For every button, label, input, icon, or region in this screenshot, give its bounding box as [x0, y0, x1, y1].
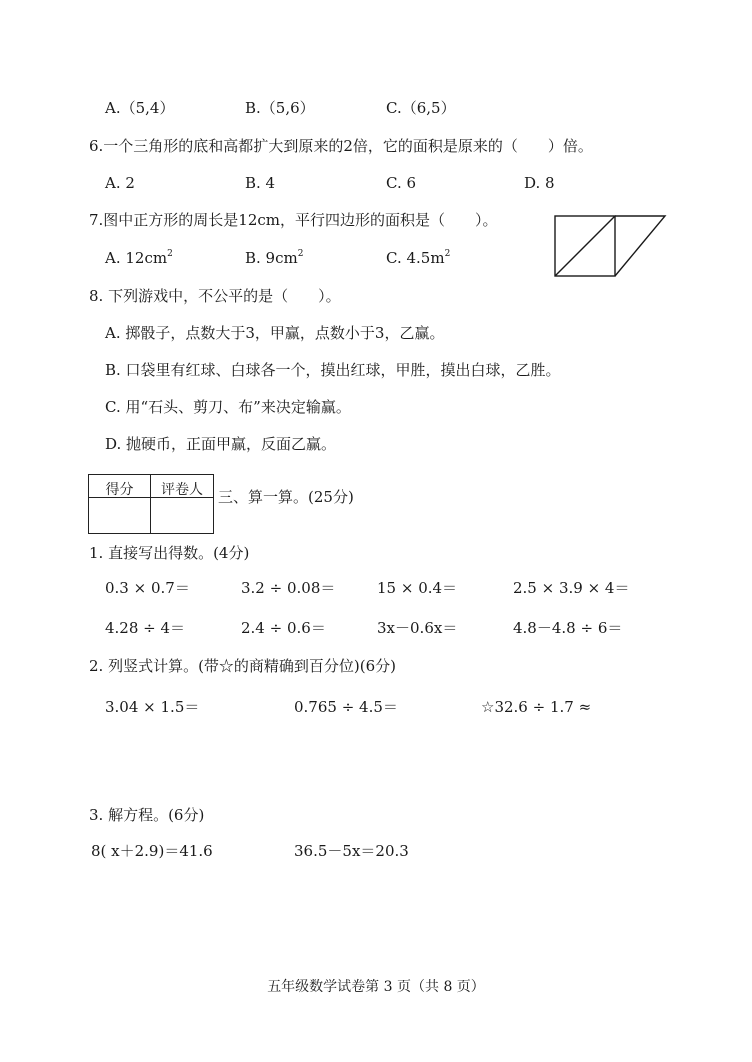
p3-item-2: 36.5－5x＝20.3: [294, 842, 409, 860]
square-diagonal: [555, 216, 615, 276]
q7-option-b: B. $9cm^2$: [245, 249, 304, 267]
q5-option-c: C.（6,5）: [386, 99, 456, 117]
grader-column-label: 评卷人: [161, 482, 203, 498]
q8-option-d: D. 抛硬币，正面甲赢，反面乙赢。: [105, 435, 337, 453]
q8-stem: 8. 下列游戏中，不公平的是（ ）。: [89, 287, 341, 305]
p1-r2-c2: 2.4 ÷ 0.6＝: [241, 619, 326, 637]
square-parallelogram-figure: [553, 214, 667, 278]
parallelogram-edges: [615, 216, 665, 276]
q8-option-a: A. 掷骰子，点数大于3，甲赢，点数小于3，乙赢。: [105, 324, 445, 342]
q7-option-c: C. $4.5m^2$: [386, 249, 451, 267]
q6-option-d: D. 8: [524, 174, 555, 192]
p1-r1-c4: 2.5 × 3.9 × 4＝: [513, 579, 630, 597]
q8-option-b: B. 口袋里有红球、白球各一个，摸出红球，甲胜，摸出白球，乙胜。: [105, 361, 561, 379]
q5-option-a: A.（5,4）: [105, 99, 175, 117]
p1-r2-c1: 4.28 ÷ 4＝: [105, 619, 186, 637]
p2-item-3: ☆32.6 ÷ 1.7 ≈: [481, 698, 592, 716]
p1-title: 1. 直接写出得数。(4分): [89, 544, 250, 562]
score-column-label: 得分: [105, 482, 134, 498]
q7-stem: 7.图中正方形的周长是12cm，平行四边形的面积是（ ）。: [89, 211, 498, 229]
p2-title: 2. 列竖式计算。(带☆的商精确到百分位)(6分): [89, 657, 397, 675]
q6-option-c: C. 6: [386, 174, 417, 192]
q8-option-c: C. 用“石头、剪刀、布”来决定输赢。: [105, 398, 351, 416]
q5-option-b: B.（5,6）: [245, 99, 315, 117]
p1-r1-c1: 0.3 × 0.7＝: [105, 579, 190, 597]
p1-r1-c2: 3.2 ÷ 0.08＝: [241, 579, 336, 597]
p2-item-1: 3.04 × 1.5＝: [105, 698, 200, 716]
p1-r2-c4: 4.8－4.8 ÷ 6＝: [513, 619, 623, 637]
p1-r2-c3: 3x－0.6x＝: [377, 619, 458, 637]
p3-title: 3. 解方程。(6分): [89, 806, 205, 824]
p3-item-1: 8( x＋2.9)＝41.6: [91, 842, 213, 860]
q6-option-b: B. 4: [245, 174, 276, 192]
p2-item-2: 0.765 ÷ 4.5＝: [294, 698, 398, 716]
p1-r1-c3: 15 × 0.4＝: [377, 579, 458, 597]
section3-title: 三、算一算。(25分): [218, 488, 354, 506]
q7-option-a: A. $12cm^2$: [105, 249, 173, 267]
score-table: [88, 474, 214, 534]
page-footer: 五年级数学试卷第 3 页（共 8 页）: [267, 979, 485, 995]
q6-option-a: A. 2: [105, 174, 135, 192]
q6-stem: 6.一个三角形的底和高都扩大到原来的2倍，它的面积是原来的（ ）倍。: [89, 137, 593, 155]
